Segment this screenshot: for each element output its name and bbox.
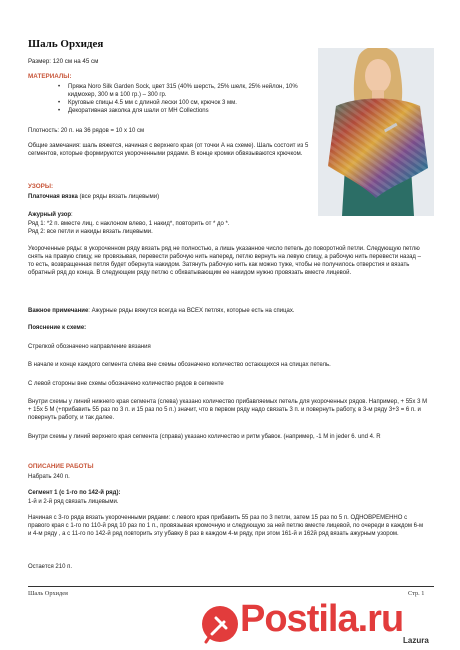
scheme-paragraph: Стрелкой обозначено направление вязания: [28, 344, 151, 350]
lace-row-1: Ряд 1: *2 п. вместе лиц. с наклоном влево, 1 накид*, повторить от * до *.: [28, 221, 230, 227]
footer-divider: [28, 586, 434, 587]
scheme-paragraph: С левой стороны вне схемы обозначено количество рядов в сегменте: [28, 381, 224, 387]
segment-text: Начиная с 3-го ряда вязать укороченными рядами: с левого края прибавить 55 раз по 3 петли, затем 15 раз по 5 п. ОДНОВРЕМЕННО с правого края с 1-го по 110-й ряд 10 раз по 1 п., провязывая кромочную и следующую за ней петлю вместе лицевой, по очереди в каждом 6-м и 4-м ряду , а с 11-го по 142-й ряд повторить эту убавку 8 раз в каждом 4-м ряду, при этом 161-й и 162й ряд вязать ажурным узором.: [28, 515, 424, 537]
materials-item: • Декоративная заколка для шали от MH Collections: [60, 107, 308, 115]
lace-label: Ажурный узор: [28, 212, 72, 218]
segment-label: Сегмент 1 (с 1-го по 142-й ряд):: [28, 490, 121, 496]
garter-text: (все ряды вязать лицевыми): [77, 194, 160, 200]
remain-text: Остается 210 п.: [28, 564, 73, 570]
materials-heading: МАТЕРИАЛЫ:: [28, 73, 72, 80]
garter-label: Платочная вязка: [28, 194, 78, 200]
segment-rows: 1-й и 2-й ряд связать лицевыми.: [28, 499, 119, 505]
gauge-text: Плотность: 20 п. на 36 рядов = 10 х 10 см: [28, 128, 145, 134]
general-notes: Общие замечания: шаль вяжется, начиная с верхнего края (от точки А на схеме). Шаль состоит из 5 сегментов, которые формируются укороченными рядами. В конце кромки обвязываются крючком.: [28, 143, 309, 157]
scheme-paragraph: В начале и конце каждого сегмента слева вне схемы обозначено количество остающихся на спицах петель.: [28, 362, 331, 368]
materials-list: [60, 83, 308, 115]
model-photo-illustration: [318, 48, 434, 216]
scheme-paragraph: Внутри схемы у линий нижнего края сегмента (слева) указано количество прибавляемых петель для укороченных рядов. Например, + 55х 3 М + 15х 5 М (+прибавить 55 раз по 3 п. и 15 раз по 5 п.) значит, что в первом ряду надо связать 3 п. и повернуть работу, в 3-м ряду 3+3 = 6 п. и повернуть работу, и так далее.: [28, 399, 428, 421]
footer-page-number: Стр. 1: [408, 590, 425, 597]
lace-colon: :: [71, 212, 73, 218]
scheme-paragraph: Внутри схемы у линий верхнего края сегмента (справа) указано количество и ритм убавок. (например, -1 M in jeder 6. und 4. R: [28, 434, 381, 440]
brand-logo[interactable]: Postila.ru: [240, 598, 404, 640]
watermark-text: Lazura: [403, 636, 429, 645]
materials-item: • Круговые спицы 4.5 мм с длиной лески 100 см, крючок 3 мм.: [60, 99, 308, 107]
important-note: [28, 307, 428, 315]
lace-row-2: Ряд 2: все петли и накиды вязать лицевыми.: [28, 229, 153, 235]
work-heading: ОПИСАНИЕ РАБОТЫ: [28, 463, 94, 470]
model-photo: [318, 48, 434, 216]
materials-item: • Пряжа Noro Silk Garden Sock, цвет 315 (40% шерсть, 25% шелк, 25% нейлон, 10% кидмохер, 300 м в 100 гр.) – 300 гр.: [60, 83, 308, 99]
patterns-heading: УЗОРЫ:: [28, 183, 54, 190]
footer-title: Шаль Орхидея: [28, 590, 68, 597]
cast-on-text: Набрать 240 п.: [28, 474, 70, 480]
short-rows-text: Укороченные ряды: в укороченном ряду вязать ряд не полностью, а лишь указанное число петель до поворотной петли. Следующую петлю снять на правую спицу, не провязывая, перевести рабочую нить наперед, петлю вернуть на левую спицу, а рабочую нить перевести назад – то есть, возвращенная петля будет обернута накидом. Затянуть рабочую нить как можно туже, чтобы не получилось отверстия и вязать обратный ряд до конца. В следующем ряду петлю с обхватывающим ее накидом нужно провязать вместе лицевой.: [28, 246, 421, 276]
important-label: Важное примечание: [28, 308, 89, 314]
scheme-heading: Пояснение к схеме:: [28, 325, 87, 331]
important-text: : Ажурные ряды вяжутся всегда на ВСЕХ петлях, которые есть на спицах.: [88, 308, 295, 314]
page-title: Шаль Орхидея: [28, 38, 104, 50]
size-text: Размер: 120 см на 45 см: [28, 58, 99, 65]
pin-logo-icon[interactable]: [196, 604, 240, 646]
